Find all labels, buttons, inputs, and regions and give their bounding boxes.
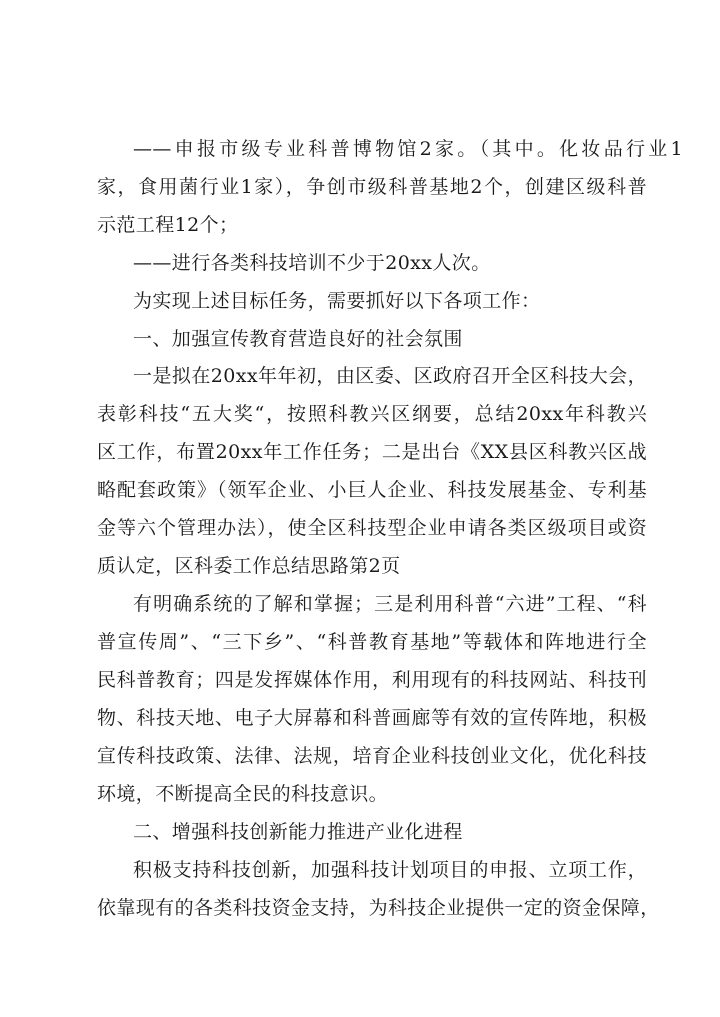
text-line-1: ——申报市级专业科普博物馆2家。（其中。化妆品行业1	[133, 138, 683, 160]
text-line-20: 积极支持科技创新，加强科技计划项目的申报、立项工作，	[133, 859, 647, 881]
text-line-17: 宣传科技政策、法律、法规，培育企业科技创业文化，优化科技	[97, 745, 647, 767]
text-line-3: 示范工程12个；	[97, 214, 239, 236]
text-line-4: ——进行各类科技培训不少于20xx人次。	[133, 252, 491, 274]
text-line-9: 区工作，布置20xx年工作任务；二是出台《XX县区科教兴区战	[97, 441, 647, 463]
text-line-7: 一是拟在20xx年年初，由区委、区政府召开全区科技大会，	[133, 365, 647, 387]
text-line-2: 家，食用菌行业1家），争创市级科普基地2个，创建区级科普	[97, 176, 647, 198]
text-line-12: 质认定，区科委工作总结思路第2页	[97, 555, 401, 577]
text-line-21: 依靠现有的各类科技资金支持，为科技企业提供一定的资金保障，	[97, 897, 660, 919]
text-line-5: 为实现上述目标任务，需要抓好以下各项工作：	[133, 290, 541, 312]
section-heading-1: 一、加强宣传教育营造良好的社会氛围	[133, 328, 463, 350]
text-line-10: 略配套政策》（领军企业、小巨人企业、科技发展基金、专利基	[97, 479, 647, 501]
text-line-18: 环境，不断提高全民的科技意识。	[97, 783, 389, 805]
text-line-15: 民科普教育；四是发挥媒体作用，利用现有的科技网站、科技刊	[97, 669, 647, 691]
text-line-16: 物、科技天地、电子大屏幕和科普画廊等有效的宣传阵地，积极	[97, 707, 647, 729]
text-line-13: 有明确系统的了解和掌握；三是利用科普“六进”工程、“科	[133, 593, 647, 615]
section-heading-2: 二、增强科技创新能力推进产业化进程	[133, 821, 463, 843]
text-line-11: 金等六个管理办法），使全区科技型企业申请各类区级项目或资	[97, 517, 647, 539]
text-line-8: 表彰科技“五大奖“，按照科教兴区纲要，总结20xx年科教兴	[97, 403, 647, 425]
text-line-14: 普宣传周”、“三下乡”、“科普教育基地”等载体和阵地进行全	[97, 631, 647, 653]
